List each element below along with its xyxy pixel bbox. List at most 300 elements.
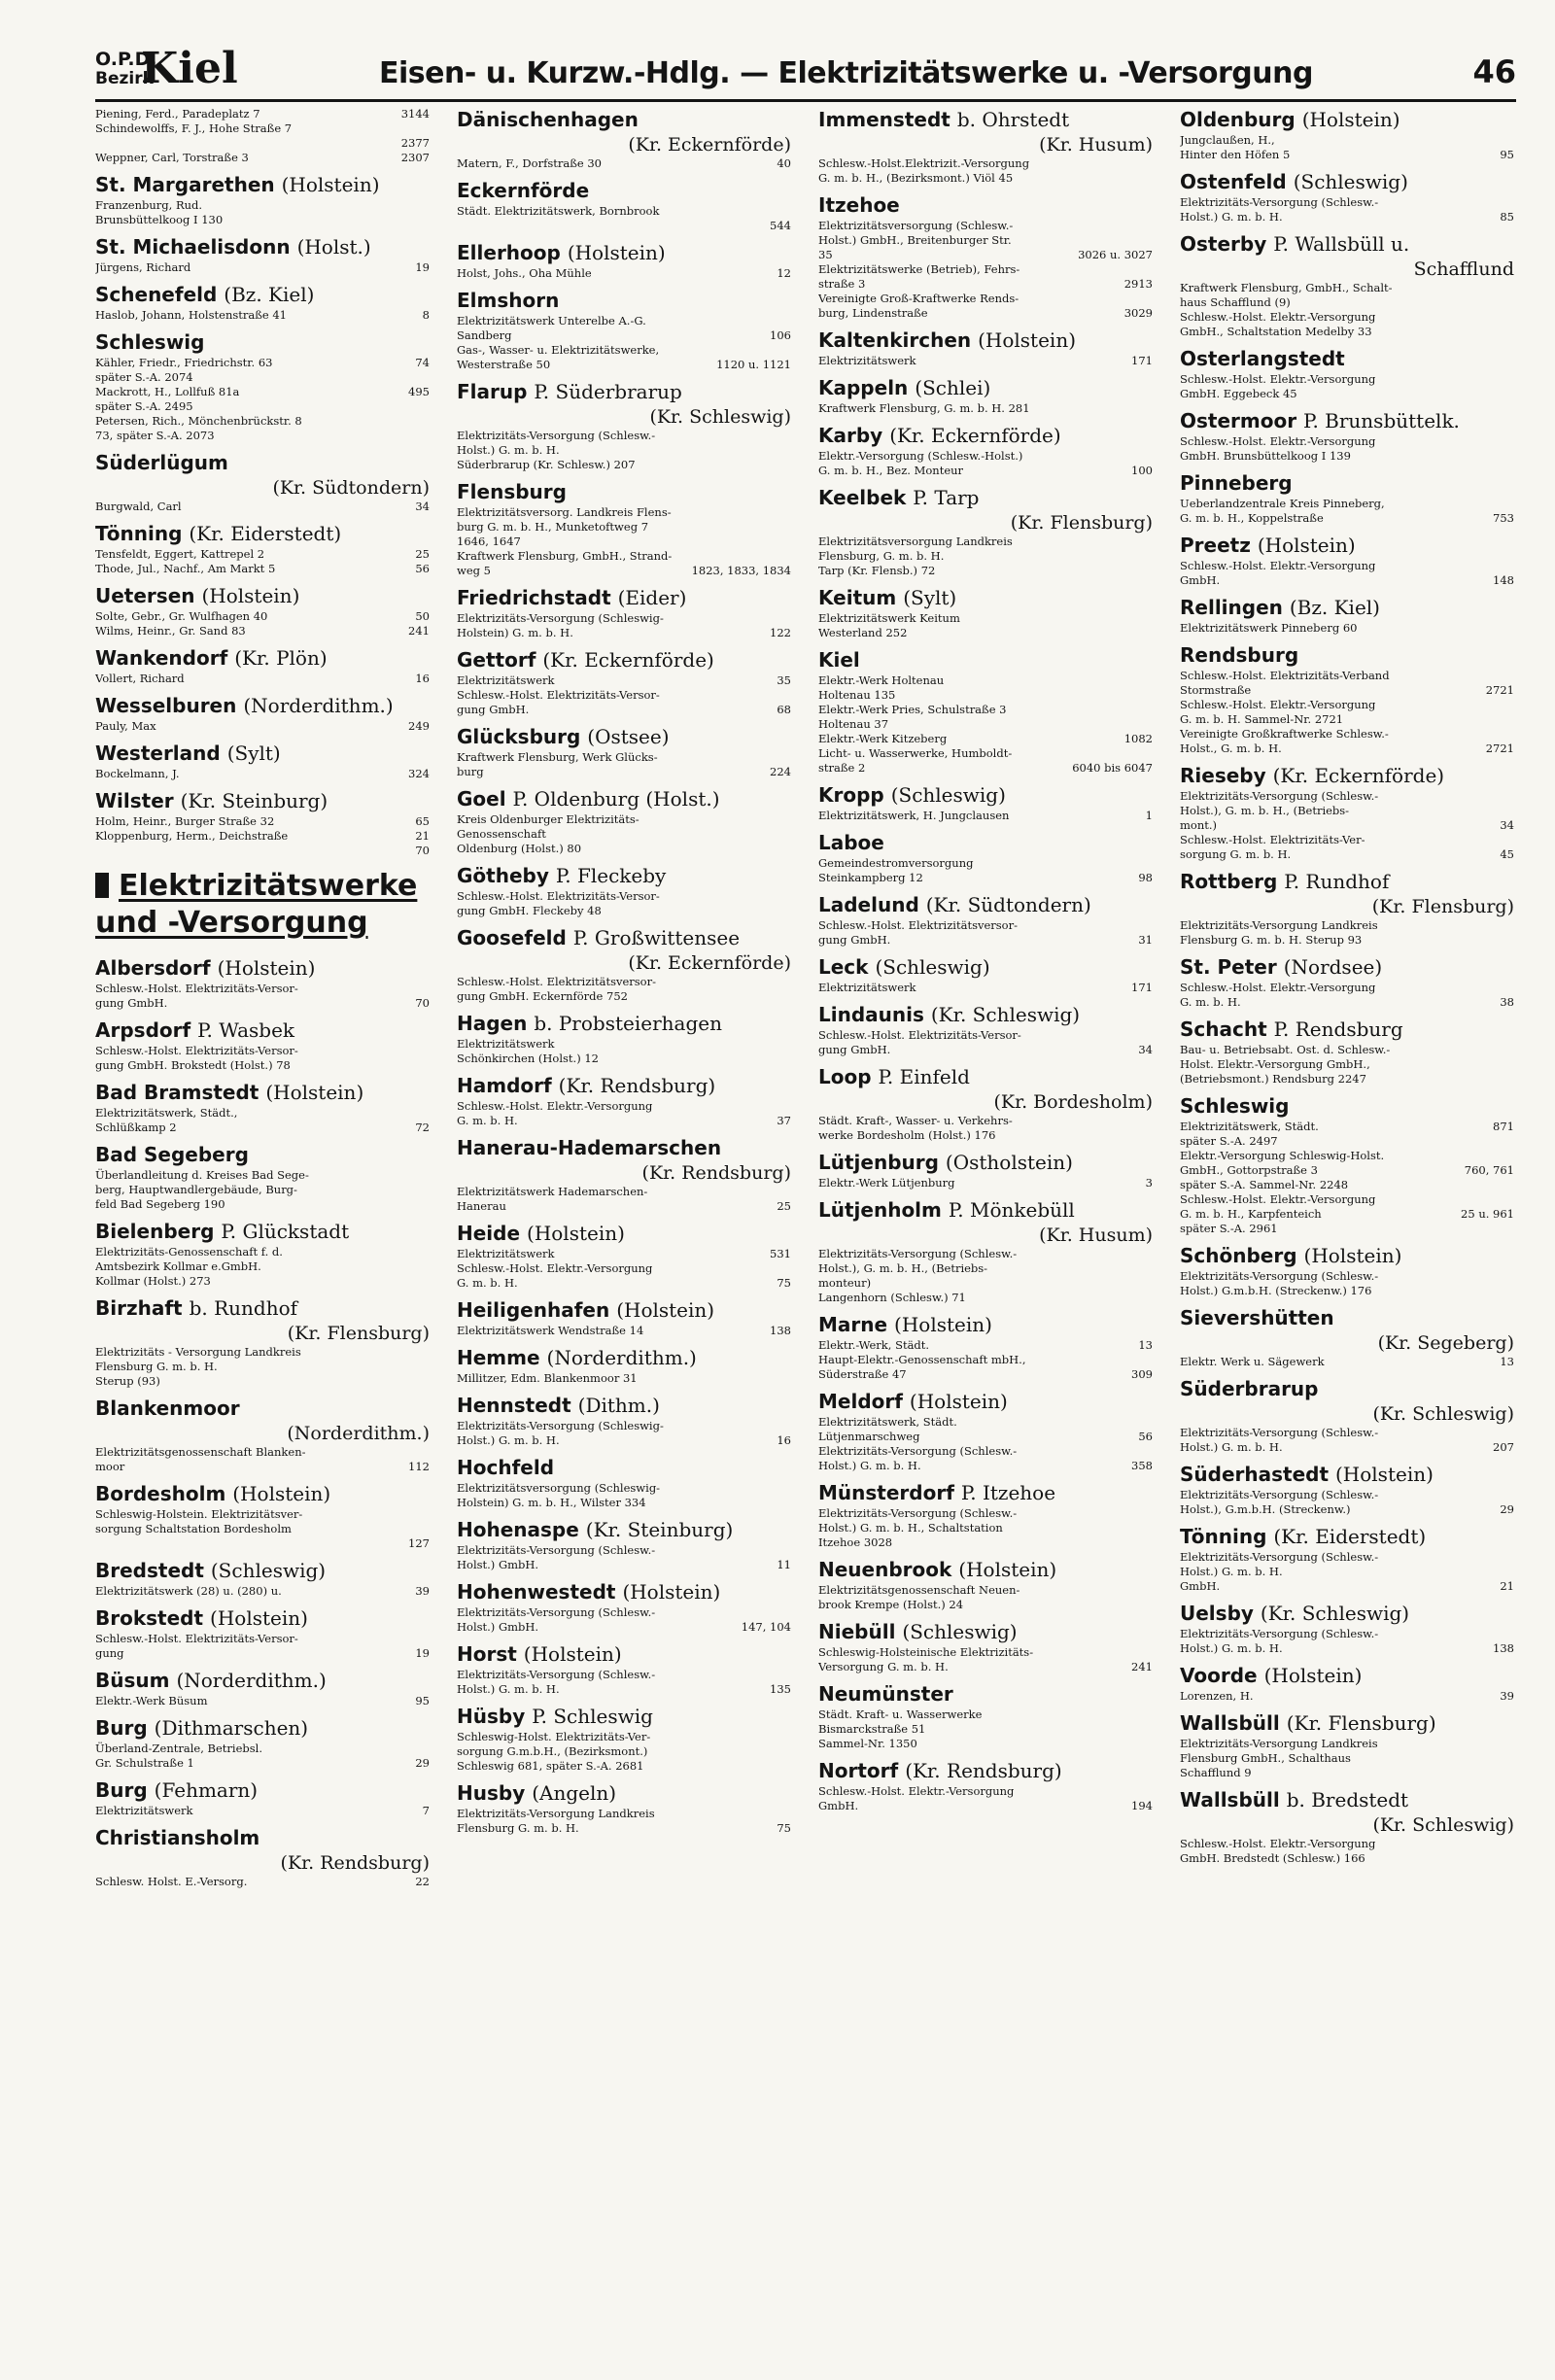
listing-entry bbox=[95, 1715, 430, 1771]
place-name: Bordesholm bbox=[95, 1482, 226, 1505]
phone-number: 3144 bbox=[400, 107, 430, 121]
place-qualifier: P. Schleswig bbox=[532, 1705, 653, 1728]
phone-number: 207 bbox=[1493, 1440, 1514, 1454]
listing-text: Elektrizitäts-Versorgung (Schlesw.- bbox=[818, 1506, 1018, 1520]
listing-text: Schlesw.-Holst. Elektr.-Versorgung bbox=[1180, 981, 1376, 994]
place-heading bbox=[95, 1558, 430, 1584]
listing-text: G. m. b. H. bbox=[457, 1276, 518, 1290]
listing-entry bbox=[457, 1073, 791, 1128]
place-name: Süderbrarup bbox=[1180, 1377, 1319, 1400]
listing-text: Holst.) GmbH. bbox=[457, 1558, 539, 1571]
listing-text: Elektrizitätsversorgung Landkreis bbox=[818, 535, 1013, 548]
listing-line bbox=[95, 1374, 430, 1389]
listing-text: Elektr.-Werk Kitzeberg bbox=[818, 732, 948, 745]
listing-text: Holstein) G. m. b. H. bbox=[457, 626, 573, 639]
listing-text: Langenhorn (Schlesw.) 71 bbox=[818, 1291, 966, 1304]
listing-line bbox=[95, 1804, 430, 1818]
place-qualifier: (Holstein) bbox=[281, 173, 380, 196]
place-qualifier: P. Tarp bbox=[913, 486, 980, 509]
place-qualifier-line: (Kr. Flensburg) bbox=[1371, 896, 1514, 917]
phone-number: 50 bbox=[415, 609, 430, 623]
listing-text: Elektrizitäts-Versorgung (Schlesw.- bbox=[1180, 1627, 1379, 1640]
listing-text: Mackrott, H., Lollfuß 81a bbox=[95, 385, 240, 398]
listing-text: Kreis Oldenburger Elektrizitäts- bbox=[457, 812, 639, 826]
listing-line bbox=[1180, 1837, 1514, 1851]
listing-line bbox=[95, 562, 430, 576]
listing-text: Elektrizitätswerk, H. Jungclausen bbox=[818, 809, 1010, 822]
listing-text: Schlesw.-Holst. Elektr.-Versorgung bbox=[1180, 1192, 1376, 1206]
place-name: Kropp bbox=[818, 783, 884, 807]
place-qualifier: (Holstein) bbox=[1263, 1664, 1363, 1687]
place-qualifier: P. Süderbrarup bbox=[534, 380, 682, 403]
listing-entry bbox=[95, 583, 430, 638]
place-name: Hamdorf bbox=[457, 1074, 552, 1097]
listing-line bbox=[1180, 434, 1514, 449]
place-qualifier: P. Rendsburg bbox=[1273, 1018, 1403, 1041]
place-heading bbox=[1180, 954, 1514, 981]
listing-entry bbox=[95, 955, 430, 1011]
listing-line bbox=[818, 1459, 1153, 1473]
place-qualifier: (Schleswig) bbox=[1293, 170, 1408, 193]
listing-entry bbox=[818, 1150, 1153, 1190]
listing-text: Städt. Elektrizitätswerk, Bornbrook bbox=[457, 204, 660, 218]
listing-text: Matern, F., Dorfstraße 30 bbox=[457, 156, 602, 170]
place-qualifier: (Eider) bbox=[617, 586, 687, 609]
listing-entry bbox=[457, 1704, 791, 1774]
place-heading bbox=[457, 1073, 791, 1099]
listing-text: Schlesw.-Holst. Elektrizitätsversor- bbox=[457, 975, 656, 988]
listing-entry bbox=[1180, 107, 1514, 162]
listing-text: Elektrizitätswerke (Betrieb), Fehrs- bbox=[818, 262, 1020, 276]
place-qualifier: (Kr. Plön) bbox=[234, 646, 328, 670]
listing-line bbox=[818, 809, 1153, 823]
listing-text: Licht- u. Wasserwerke, Humboldt- bbox=[818, 746, 1013, 760]
listing-line bbox=[1180, 1766, 1514, 1780]
listing-line bbox=[818, 401, 1153, 416]
listing-text: Pauly, Max bbox=[95, 719, 156, 733]
listing-entry bbox=[457, 1780, 791, 1836]
listing-line bbox=[818, 746, 1153, 761]
listing-line bbox=[818, 219, 1153, 233]
phone-number: 34 bbox=[415, 500, 430, 513]
listing-text: Franzenburg, Rud. bbox=[95, 198, 203, 212]
place-qualifier: (Schleswig) bbox=[890, 783, 1006, 807]
listing-line bbox=[457, 1371, 791, 1386]
listing-text: später S.-A. 2495 bbox=[95, 399, 193, 413]
page-number: 46 bbox=[1472, 53, 1516, 90]
listing-line bbox=[95, 1183, 430, 1197]
place-name: Loop bbox=[818, 1065, 872, 1088]
place-name: Uelsby bbox=[1180, 1602, 1254, 1625]
listing-line bbox=[1180, 995, 1514, 1010]
listing-text: Schlesw.-Holst. Elektr.-Versorgung bbox=[457, 1099, 653, 1113]
phone-number: 106 bbox=[770, 328, 791, 342]
place-name: Bad Bramstedt bbox=[95, 1081, 259, 1104]
phone-number: 2307 bbox=[400, 151, 430, 164]
listing-text: Elektrizitätswerk Unterelbe A.-G. bbox=[457, 314, 646, 328]
listing-line bbox=[818, 1430, 1153, 1444]
phone-number: 3026 u. 3027 bbox=[1078, 248, 1153, 261]
section-title: Elektrizitätswerke bbox=[119, 869, 418, 903]
listing-line bbox=[95, 136, 430, 151]
place-qualifier: b. Bredstedt bbox=[1286, 1788, 1409, 1811]
listing-line bbox=[1180, 1627, 1514, 1641]
listing-text: Elektrizitäts-Versorgung (Schleswig- bbox=[457, 611, 664, 625]
phone-number: 871 bbox=[1493, 1120, 1514, 1133]
place-heading bbox=[457, 925, 791, 951]
listing-line bbox=[1180, 1440, 1514, 1455]
place-heading bbox=[457, 178, 791, 204]
listing-line bbox=[95, 1522, 430, 1536]
phone-number: 70 bbox=[415, 996, 430, 1010]
place-heading bbox=[818, 1197, 1153, 1224]
phone-number: 85 bbox=[1500, 210, 1514, 224]
listing-entry bbox=[1180, 954, 1514, 1010]
listing-text: Schlesw.-Holst. Elektr.-Versorgung bbox=[1180, 372, 1376, 386]
listing-entry bbox=[95, 693, 430, 734]
listing-text: Städt. Kraft-, Wasser- u. Verkehrs- bbox=[818, 1114, 1013, 1127]
listing-entry bbox=[95, 450, 430, 514]
listing-line bbox=[95, 1445, 430, 1460]
listing-text: Versorgung G. m. b. H. bbox=[818, 1660, 949, 1673]
section-title-line-2: und -Versorgung bbox=[95, 906, 368, 940]
listing-text: Bockelmann, J. bbox=[95, 767, 180, 780]
place-qualifier-line: (Kr. Schleswig) bbox=[1372, 1403, 1514, 1425]
place-name: Kaltenkirchen bbox=[818, 328, 972, 352]
listing-line bbox=[818, 1598, 1153, 1612]
place-qualifier: (Holstein) bbox=[265, 1081, 364, 1104]
listing-entry bbox=[1180, 533, 1514, 588]
place-heading bbox=[1180, 1243, 1514, 1269]
listing-line bbox=[818, 1353, 1153, 1367]
place-qualifier: (Kr. Schleswig) bbox=[930, 1003, 1081, 1026]
listing-entry bbox=[818, 647, 1153, 776]
listing-line bbox=[818, 306, 1153, 321]
place-heading bbox=[457, 1641, 791, 1668]
listing-text: straße 2 bbox=[818, 761, 866, 775]
listing-line bbox=[457, 1247, 791, 1261]
listing-text: Schleswig-Holsteinische Elektrizitäts- bbox=[818, 1645, 1034, 1659]
place-name: Karby bbox=[818, 424, 883, 447]
place-heading bbox=[457, 863, 791, 889]
listing-line bbox=[95, 107, 430, 121]
listing-text: Oldenburg (Holst.) 80 bbox=[457, 842, 582, 855]
phone-number: 100 bbox=[1131, 464, 1153, 477]
listing-line bbox=[457, 750, 791, 765]
listing-line bbox=[1180, 1579, 1514, 1594]
listing-line bbox=[818, 1799, 1153, 1813]
place-qualifier: (Holstein) bbox=[232, 1482, 331, 1505]
place-heading bbox=[95, 1018, 430, 1044]
listing-line bbox=[457, 611, 791, 626]
listing-text bbox=[457, 219, 766, 233]
place-qualifier-line: (Kr. Rendsburg) bbox=[280, 1852, 430, 1874]
listing-text: Elektr.-Werk Lütjenburg bbox=[818, 1176, 955, 1190]
listing-line bbox=[1180, 387, 1514, 401]
listing-line bbox=[457, 1052, 791, 1066]
place-name: Wallsbüll bbox=[1180, 1711, 1280, 1735]
phone-number: 1120 u. 1121 bbox=[716, 358, 791, 371]
listing-line bbox=[457, 266, 791, 281]
place-qualifier: P. Brunsbüttelk. bbox=[1303, 409, 1460, 432]
listing-text: Schindewolffs, F. J., Hohe Straße 7 bbox=[95, 121, 293, 135]
listing-text: Sandberg bbox=[457, 328, 512, 342]
phone-number: 16 bbox=[415, 672, 430, 685]
place-qualifier: (Holstein) bbox=[527, 1222, 625, 1245]
listing-line bbox=[818, 1128, 1153, 1143]
phone-number: 309 bbox=[1131, 1367, 1153, 1381]
listing-entry bbox=[457, 1455, 791, 1510]
listing-line bbox=[1180, 1222, 1514, 1236]
listing-text: gung GmbH. bbox=[95, 996, 168, 1010]
phone-number: 7 bbox=[422, 1804, 430, 1817]
place-name: Bredstedt bbox=[95, 1559, 204, 1582]
place-name: Lindaunis bbox=[818, 1003, 924, 1026]
listing-line bbox=[818, 1043, 1153, 1057]
listing-line bbox=[95, 151, 430, 165]
place-heading bbox=[1180, 1663, 1514, 1689]
listing-line bbox=[457, 156, 791, 171]
listing-line bbox=[457, 827, 791, 842]
place-name: Wilster bbox=[95, 789, 174, 812]
listing-text: Hanerau bbox=[457, 1199, 506, 1213]
phone-number: 2913 bbox=[1123, 277, 1153, 291]
listing-line bbox=[818, 156, 1153, 171]
place-heading bbox=[1180, 763, 1514, 789]
listing-line bbox=[1180, 1426, 1514, 1440]
listing-line bbox=[818, 1444, 1153, 1459]
listing-line bbox=[95, 814, 430, 829]
place-qualifier: (Holstein) bbox=[1257, 534, 1356, 557]
listing-text: gung GmbH. bbox=[457, 703, 530, 716]
listing-entry bbox=[457, 863, 791, 918]
place-qualifier: (Kr. Rendsburg) bbox=[905, 1759, 1062, 1782]
listing-entry bbox=[818, 1619, 1153, 1674]
place-qualifier: (Holstein) bbox=[958, 1558, 1057, 1581]
listing-entry bbox=[457, 724, 791, 779]
phone-number: 324 bbox=[408, 767, 430, 780]
place-name: Schleswig bbox=[95, 330, 205, 354]
listing-text: Schlesw.-Holst. Elektr.-Versorgung bbox=[1180, 310, 1376, 324]
listing-text: GmbH. bbox=[1180, 573, 1221, 587]
place-heading bbox=[95, 234, 430, 260]
place-qualifier: (Norderdithm.) bbox=[243, 694, 394, 717]
listing-line bbox=[1180, 511, 1514, 526]
place-heading bbox=[818, 1312, 1153, 1338]
listing-text: Holm, Heinr., Burger Straße 32 bbox=[95, 814, 275, 828]
listing-line bbox=[457, 904, 791, 918]
listing-entry bbox=[95, 282, 430, 323]
listing-line bbox=[457, 564, 791, 578]
listing-entry bbox=[95, 1142, 430, 1212]
place-name: Arpsdorf bbox=[95, 1018, 191, 1042]
phone-number: 194 bbox=[1131, 1799, 1153, 1812]
listing-text: mont.) bbox=[1180, 818, 1217, 832]
place-qualifier: P. Fleckeby bbox=[555, 864, 667, 887]
place-name: Wankendorf bbox=[95, 646, 228, 670]
place-qualifier-line: (Kr. Husum) bbox=[1039, 1224, 1153, 1246]
place-name: Preetz bbox=[1180, 534, 1251, 557]
listing-text: Kähler, Friedr., Friedrichstr. 63 bbox=[95, 356, 273, 369]
phone-number: 1082 bbox=[1123, 732, 1153, 745]
phone-number: 122 bbox=[770, 626, 791, 639]
place-heading bbox=[95, 329, 430, 356]
listing-text: Holst.) G. m. b. H., Schaltstation bbox=[818, 1521, 1003, 1535]
listing-text: Vereinigte Groß-Kraftwerke Rends- bbox=[818, 292, 1019, 305]
phone-number: 138 bbox=[770, 1324, 791, 1337]
listing-line bbox=[818, 1028, 1153, 1043]
place-name: Bielenberg bbox=[95, 1220, 215, 1243]
listing-line bbox=[1180, 789, 1514, 804]
listing-entry bbox=[818, 485, 1153, 578]
listing-line bbox=[1180, 1502, 1514, 1517]
listing-line bbox=[1180, 372, 1514, 387]
listing-text: Elektrizitäts-Versorgung (Schlesw.- bbox=[457, 1668, 656, 1681]
listing-line bbox=[1180, 1134, 1514, 1149]
listing-entry bbox=[95, 107, 430, 165]
listing-text: Elektrizitätswerk bbox=[457, 673, 555, 687]
place-name: Rendsburg bbox=[1180, 643, 1299, 667]
place-qualifier-line: (Kr. Flensburg) bbox=[1010, 512, 1153, 534]
listing-line bbox=[1180, 148, 1514, 162]
listing-entry bbox=[818, 1480, 1153, 1550]
place-name: Blankenmoor bbox=[95, 1397, 240, 1420]
place-name: Neuenbrook bbox=[818, 1558, 952, 1581]
listing-line bbox=[457, 1668, 791, 1682]
place-name: Christiansholm bbox=[95, 1826, 260, 1849]
listing-text: Schafflund 9 bbox=[1180, 1766, 1252, 1779]
listing-line bbox=[818, 1114, 1153, 1128]
place-name: Leck bbox=[818, 955, 869, 979]
listing-line bbox=[1180, 573, 1514, 588]
place-heading bbox=[95, 1295, 430, 1322]
place-qualifier: b. Probsteierhagen bbox=[534, 1012, 722, 1035]
place-qualifier: (Ostsee) bbox=[587, 725, 670, 748]
listing-text: G. m. b. H., (Bezirksmont.) Viöl 45 bbox=[818, 171, 1014, 185]
place-heading bbox=[1180, 869, 1514, 895]
place-heading bbox=[1180, 533, 1514, 559]
listing-text: sorgung Schaltstation Bordesholm bbox=[95, 1522, 292, 1535]
listing-line bbox=[95, 308, 430, 323]
place-qualifier-line: (Norderdithm.) bbox=[287, 1423, 430, 1444]
listing-line bbox=[1180, 1689, 1514, 1704]
listing-text: Ueberlandzentrale Kreis Pinneberg, bbox=[1180, 497, 1385, 510]
place-name: Hochfeld bbox=[457, 1456, 555, 1479]
listing-text: Elektrizitätswerk, Städt. bbox=[1180, 1120, 1319, 1133]
listing-line bbox=[818, 688, 1153, 703]
listing-line bbox=[95, 356, 430, 370]
listing-text: Westerland 252 bbox=[818, 626, 908, 639]
listing-line bbox=[1180, 683, 1514, 698]
listing-line bbox=[1180, 295, 1514, 310]
listing-text: Schlesw.-Holst. Elektr.-Versorgung bbox=[1180, 1837, 1376, 1850]
phone-number: 29 bbox=[415, 1756, 430, 1770]
listing-entry bbox=[818, 1064, 1153, 1143]
phone-number: 2721 bbox=[1485, 742, 1514, 755]
place-name: St. Peter bbox=[1180, 955, 1277, 979]
listing-text: Brunsbüttelkoog I 130 bbox=[95, 213, 224, 226]
place-heading bbox=[95, 172, 430, 198]
listing-line bbox=[818, 1660, 1153, 1674]
place-heading bbox=[457, 1579, 791, 1605]
listing-entry bbox=[457, 1517, 791, 1572]
place-heading bbox=[457, 1393, 791, 1419]
listing-line bbox=[818, 918, 1153, 933]
place-qualifier: (Bz. Kiel) bbox=[224, 283, 315, 306]
listing-text: Solte, Gebr., Gr. Wulfhagen 40 bbox=[95, 609, 268, 623]
listing-line bbox=[95, 1058, 430, 1073]
listing-line bbox=[1180, 1072, 1514, 1087]
listing-text: GmbH. Brunsbüttelkoog I 139 bbox=[1180, 449, 1351, 463]
place-heading bbox=[457, 1135, 791, 1161]
place-name: Eckernförde bbox=[457, 179, 590, 202]
place-heading bbox=[1180, 231, 1514, 258]
place-name: Glücksburg bbox=[457, 725, 581, 748]
listing-line bbox=[1180, 1149, 1514, 1163]
listing-line bbox=[457, 328, 791, 343]
listing-text: Holst., G. m. b. H. bbox=[1180, 742, 1282, 755]
directory-page bbox=[95, 39, 1516, 2352]
listing-text: Thode, Jul., Nachf., Am Markt 5 bbox=[95, 562, 276, 575]
listing-text: Itzehoe 3028 bbox=[818, 1535, 893, 1549]
place-heading bbox=[457, 647, 791, 673]
listing-entry bbox=[95, 172, 430, 227]
place-heading bbox=[818, 647, 1153, 673]
place-name: Neumünster bbox=[818, 1682, 953, 1706]
listing-line bbox=[457, 520, 791, 535]
listing-line bbox=[95, 414, 430, 429]
listing-entry bbox=[95, 1295, 430, 1389]
listing-text: Kraftwerk Flensburg, GmbH., Strand- bbox=[457, 549, 673, 563]
listing-line bbox=[818, 933, 1153, 948]
listing-text: Flensburg GmbH., Schalthaus bbox=[1180, 1751, 1351, 1765]
place-heading bbox=[818, 954, 1153, 981]
place-name: Flarup bbox=[457, 380, 528, 403]
listing-line bbox=[95, 260, 430, 275]
place-qualifier: (Holstein) bbox=[217, 956, 316, 980]
listing-text: Vereinigte Großkraftwerke Schlesw.- bbox=[1180, 727, 1389, 741]
listing-line bbox=[457, 219, 791, 233]
listing-line bbox=[457, 765, 791, 779]
place-name: Münsterdorf bbox=[818, 1481, 954, 1504]
listing-entry bbox=[95, 1219, 430, 1289]
place-qualifier: (Kr. Eiderstedt) bbox=[189, 522, 342, 545]
listing-line bbox=[818, 248, 1153, 262]
listing-text: Elektrizitätswerk, Städt., bbox=[95, 1106, 238, 1120]
listing-text: Millitzer, Edm. Blankenmoor 31 bbox=[457, 1371, 638, 1385]
listing-entry bbox=[1180, 763, 1514, 862]
phone-number: 16 bbox=[777, 1433, 791, 1447]
listing-text: Sammel-Nr. 1350 bbox=[818, 1737, 917, 1750]
place-heading bbox=[1180, 1524, 1514, 1550]
listing-line bbox=[95, 121, 430, 136]
place-name: Lütjenholm bbox=[818, 1198, 942, 1222]
listing-text: Kollmar (Holst.) 273 bbox=[95, 1274, 211, 1288]
listing-text: Schlesw.-Holst. Elektrizitäts-Ver- bbox=[1180, 833, 1365, 846]
listing-line bbox=[818, 171, 1153, 186]
place-heading bbox=[1180, 107, 1514, 133]
listing-text: Haslob, Johann, Holstenstraße 41 bbox=[95, 308, 287, 322]
place-heading bbox=[818, 328, 1153, 354]
listing-line bbox=[818, 1276, 1153, 1291]
column-4 bbox=[1180, 107, 1514, 1896]
place-heading bbox=[95, 282, 430, 308]
phone-number: 95 bbox=[1500, 148, 1514, 161]
place-name: Tönning bbox=[95, 522, 183, 545]
listing-line bbox=[457, 975, 791, 989]
listing-line bbox=[457, 358, 791, 372]
column-3 bbox=[818, 107, 1153, 1896]
